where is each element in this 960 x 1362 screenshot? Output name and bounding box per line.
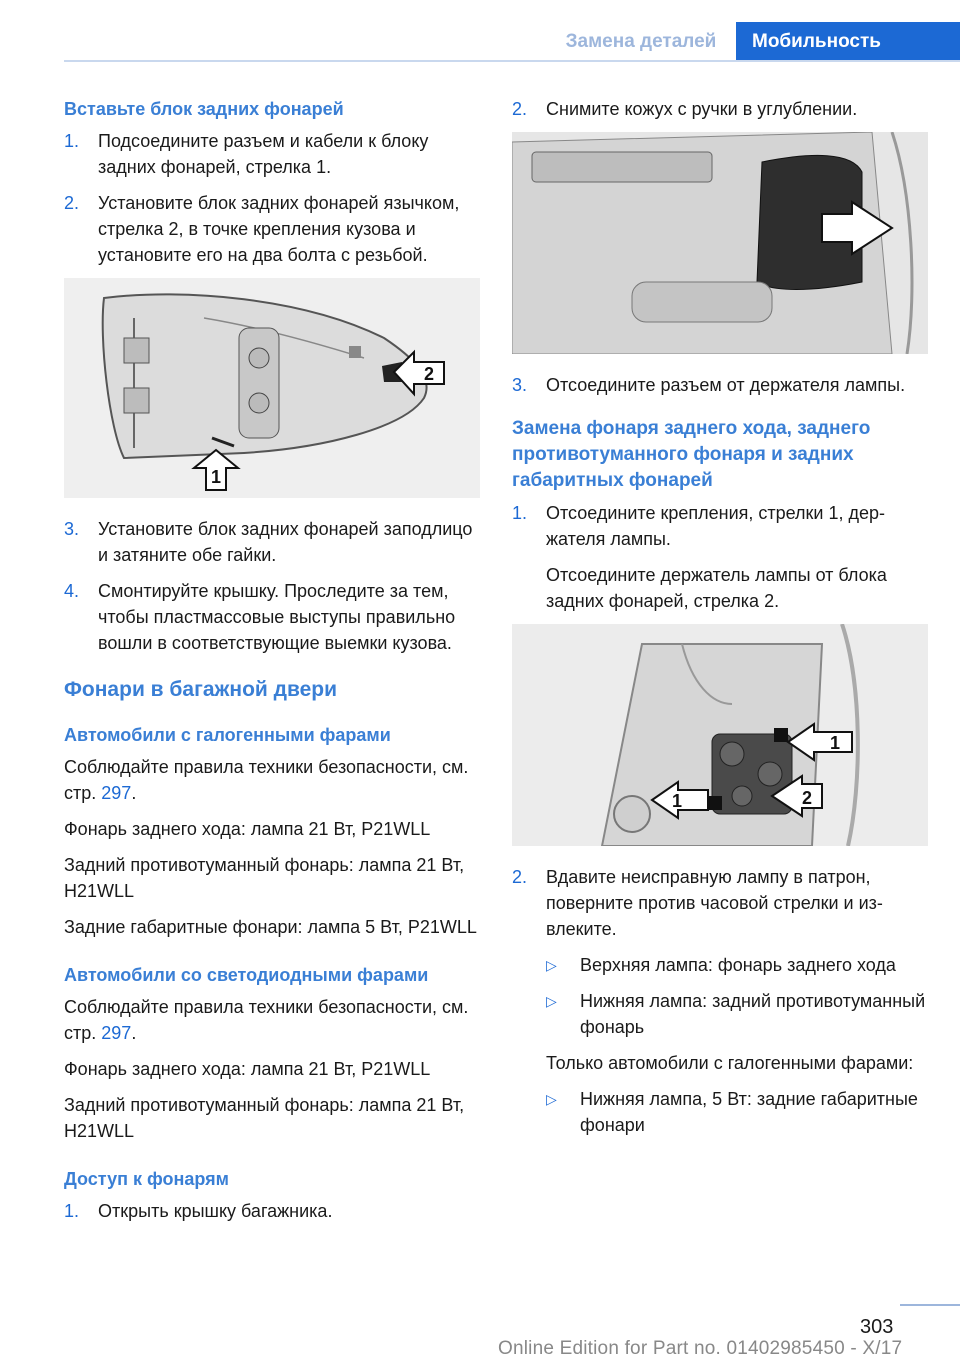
- bullet-text: Нижняя лампа, 5 Вт: задние габаритные фонари: [580, 1089, 918, 1135]
- bullet-text: Нижняя лампа: задний противотуманный фонарь: [580, 991, 926, 1037]
- bullet-lower-lamp: [546, 988, 928, 1040]
- page-number: 303: [860, 1316, 894, 1338]
- step-number: 2.: [64, 193, 80, 213]
- step-number: 3.: [512, 375, 528, 395]
- halogen-only-note: Только автомобили с галогенными фарами:: [546, 1053, 914, 1073]
- step-number: 3.: [64, 519, 80, 539]
- section-title-insert-rear-lights: Вставьте блок задних фонарей: [64, 99, 344, 119]
- step-3: [64, 516, 480, 568]
- bullet-upper-lamp: [546, 952, 928, 978]
- header-tab-replace-parts[interactable]: Замена деталей: [565, 31, 717, 52]
- figure-handle-cover: [512, 132, 928, 354]
- header-tab-mobility[interactable]: Мобильность: [736, 22, 960, 62]
- paragraph-fog-light-led: Задний противотуманный фонарь: лампа 21 Вт, H21WLL: [64, 1095, 465, 1141]
- left-column: [64, 96, 480, 1234]
- step-text: Смонтируйте крышку. Проследите за тем, чтобы пластмассовые выступы правильно вошли в соответствующие выемки кузова.: [98, 581, 456, 653]
- paragraph-safety-halogen: [64, 754, 480, 806]
- paragraph-side-lights: Задние габаритные фонари: лампа 5 Вт, P21WLL: [64, 917, 477, 937]
- bullet-text: Верхняя лампа: фонарь заднего хода: [580, 955, 896, 975]
- page-link-297[interactable]: 297: [101, 1023, 132, 1043]
- step-number: 1.: [64, 131, 80, 151]
- arrow-2-label: 2: [802, 788, 813, 808]
- paragraph-safety-led: [64, 994, 480, 1046]
- step-4: [64, 578, 480, 656]
- section-title-replace-rear-lights: Замена фонаря заднего хода, заднего противотуманного фонаря и задних габаритных фонарей: [512, 418, 871, 491]
- step-text: Открыть крышку багажника.: [98, 1201, 333, 1221]
- step-detach-mounts: [512, 500, 928, 552]
- step-disconnect-connector: [512, 372, 928, 398]
- step-text: Подсоедините разъем и кабели к блоку задних фонарей, стрелка 1.: [98, 131, 429, 177]
- step-number: 2.: [512, 99, 528, 119]
- handle-cover-illustration: [512, 132, 928, 354]
- paragraph-text: Соблюдайте правила техники безопасности, см. стр.: [64, 997, 469, 1043]
- step-number: 1.: [64, 1201, 80, 1221]
- step-detach-holder-note: Отсоедините держатель лампы от блока задних фонарей, стрелка 2.: [546, 565, 887, 611]
- subsection-title-led: Автомобили со светодиодными фарами: [64, 965, 429, 985]
- bullet-lower-lamp-halogen: [546, 1086, 928, 1138]
- step-number: 1.: [512, 503, 528, 523]
- paragraph-text: Соблюдайте правила техники безопасности, см. стр.: [64, 757, 469, 803]
- subsection-title-halogen: Автомобили с галогенными фарами: [64, 725, 391, 745]
- step-text: Снимите кожух с ручки в углублении.: [546, 99, 858, 119]
- arrow-1-left-label: 1: [672, 791, 683, 811]
- page-link-297[interactable]: 297: [101, 783, 132, 803]
- footer-edition: Online Edition for Part no. 01402985450 - X/17: [498, 1338, 903, 1359]
- paragraph-reverse-light-led: Фонарь заднего хода: лампа 21 Вт, P21WLL: [64, 1059, 431, 1079]
- subsection-title-access: Доступ к фонарям: [64, 1169, 229, 1189]
- step-text: Установите блок задних фонарей язычком, стрелка 2, в точке крепления кузова и установите его на два болта с резьбой.: [98, 193, 460, 265]
- step-number: 2.: [512, 867, 528, 887]
- footer-divider: [900, 1304, 960, 1306]
- paragraph-text: .: [131, 1023, 137, 1043]
- paragraph-text: .: [131, 783, 137, 803]
- step-text: Установите блок задних фонарей заподлицо и затяните обе гайки.: [98, 519, 473, 565]
- figure-rear-light-unit: [64, 278, 480, 498]
- arrow-2-label: 2: [424, 364, 435, 384]
- arrow-1-label: 1: [211, 467, 222, 487]
- triangle-bullet-icon: ▷: [546, 957, 557, 973]
- step-push-lamp: [512, 864, 928, 942]
- header-divider: [64, 60, 960, 62]
- rear-light-illustration: [64, 278, 480, 498]
- section-title-tailgate-lights: Фонари в багажной двери: [64, 678, 338, 701]
- step-text: Отсоедините крепления, стрелки 1, держателя лампы.: [546, 503, 886, 549]
- step-number: 4.: [64, 581, 80, 601]
- paragraph-fog-light: Задний противотуманный фонарь: лампа 21 Вт, H21WLL: [64, 855, 465, 901]
- figure-lamp-holder: [512, 624, 928, 846]
- triangle-bullet-icon: ▷: [546, 1091, 557, 1107]
- step-open-tailgate: [64, 1198, 480, 1224]
- lamp-holder-illustration: [512, 624, 928, 846]
- right-column: [512, 96, 928, 1148]
- triangle-bullet-icon: ▷: [546, 993, 557, 1009]
- arrow-1-top-label: 1: [830, 733, 841, 753]
- step-text: Вдавите неисправную лампу в патрон, поверните против часовой стрелки и извлеките.: [546, 867, 883, 939]
- paragraph-reverse-light: Фонарь заднего хода: лампа 21 Вт, P21WLL: [64, 819, 431, 839]
- step-text: Отсоедините разъем от держателя лампы.: [546, 375, 906, 395]
- step-remove-cover: [512, 96, 928, 122]
- step-2: [64, 190, 480, 268]
- step-1: [64, 128, 480, 180]
